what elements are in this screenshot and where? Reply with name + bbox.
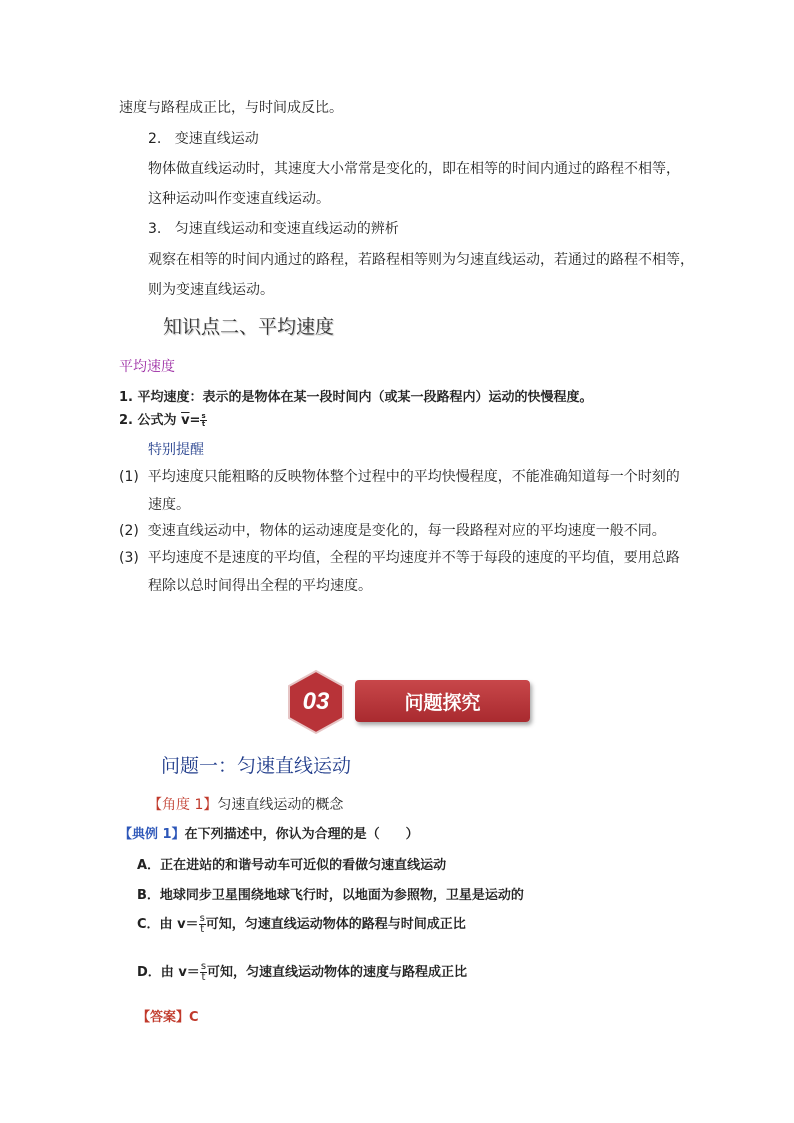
definition-1-number: 1. <box>119 390 133 405</box>
angle-1 <box>148 794 343 814</box>
example-1 <box>119 823 419 842</box>
special-reminder-label: 特别提醒 <box>148 442 204 458</box>
angle-1-text: 匀速直线运动的概念 <box>217 797 344 813</box>
option-d-pre: 由 v＝ <box>160 965 200 980</box>
definition-2-number: 2. <box>119 413 133 428</box>
intro-line: 速度与路程成正比，与时间成反比。 <box>119 100 343 116</box>
item2-heading <box>148 128 259 148</box>
note-3-line2: 程除以总时间得出全程的平均速度。 <box>148 578 372 594</box>
definition-2 <box>119 409 207 428</box>
item3-heading <box>148 218 399 238</box>
item3-title: 匀速直线运动和变速直线运动的辨析 <box>174 221 399 237</box>
option-b-letter: B． <box>137 888 160 903</box>
option-c-letter: C． <box>137 917 160 932</box>
note-1 <box>119 466 680 486</box>
option-d-numerator: s <box>200 961 207 972</box>
option-b-text: 地球同步卫星围绕地球飞行时，以地面为参照物，卫星是运动的 <box>159 888 524 903</box>
answer <box>137 1006 199 1025</box>
option-d-denominator: t <box>201 972 206 983</box>
option-d-post: 可知，匀速直线运动物体的速度与路程成正比 <box>207 965 468 980</box>
note-1-number: (1) <box>119 469 139 485</box>
definition-1 <box>119 386 593 405</box>
option-a-letter: A． <box>137 858 161 873</box>
option-c <box>137 913 466 935</box>
option-c-denominator: t <box>200 924 205 935</box>
note-1-line2: 速度。 <box>148 497 190 513</box>
problem-1-title: 问题一：匀速直线运动 <box>161 755 352 777</box>
note-2-number: (2) <box>119 523 139 539</box>
answer-label: 【答案】 <box>137 1010 190 1025</box>
item2-number: 2. <box>148 131 162 147</box>
formula-v: $\overline{v}$ <box>181 413 190 428</box>
note-3-number: (3) <box>119 550 139 566</box>
item3-number: 3. <box>148 221 162 237</box>
option-c-fraction <box>199 914 206 935</box>
section-title: 问题探究 <box>355 680 530 722</box>
formula-numerator: s <box>201 412 206 420</box>
option-d <box>137 961 467 983</box>
formula-fraction <box>200 413 206 428</box>
note-2-line1: 变速直线运动中，物体的运动速度是变化的，每一段路程对应的平均速度一般不同。 <box>147 523 666 539</box>
item3-line2: 则为变速直线运动。 <box>148 282 274 298</box>
definition-1-text: 平均速度：表示的是物体在某一段时间内（或某一段路程内）运动的快慢程度。 <box>137 390 593 405</box>
option-a-text: 正在进站的和谐号动车可近似的看做匀速直线运动 <box>160 858 447 873</box>
option-b <box>137 884 524 903</box>
average-speed-label: 平均速度 <box>119 359 175 375</box>
formula-equals: = <box>189 413 201 428</box>
item2-line2: 这种运动叫作变速直线运动。 <box>148 191 330 207</box>
knowledge-point-heading: 知识点二、平均速度 <box>163 316 335 338</box>
option-c-post: 可知，匀速直线运动物体的路程与时间成正比 <box>205 917 466 932</box>
option-c-pre: 由 v＝ <box>159 917 199 932</box>
option-a <box>137 854 446 873</box>
option-d-letter: D． <box>137 965 161 980</box>
item2-line1: 物体做直线运动时，其速度大小常常是变化的，即在相等的时间内通过的路程不相等， <box>148 161 680 177</box>
item2-title: 变速直线运动 <box>174 131 259 147</box>
section-number: 03 <box>302 688 330 715</box>
note-3-line1: 平均速度不是速度的平均值，全程的平均速度并不等于每段的速度的平均值，要用总路 <box>147 550 680 566</box>
item3-line1: 观察在相等的时间内通过的路程，若路程相等则为匀速直线运动，若通过的路程不相等， <box>148 252 694 268</box>
option-d-fraction <box>200 962 207 983</box>
note-2 <box>119 520 666 540</box>
note-3 <box>119 547 680 567</box>
formula-denominator: t <box>201 420 206 428</box>
example-1-label: 【典例 1】 <box>119 827 185 842</box>
option-c-numerator: s <box>199 913 205 924</box>
example-1-question: 在下列描述中，你认为合理的是（ ） <box>184 827 419 842</box>
angle-1-label: 【角度 1】 <box>148 797 218 813</box>
answer-value: C <box>189 1010 199 1025</box>
section-badge <box>283 669 533 735</box>
note-1-line1: 平均速度只能粗略的反映物体整个过程中的平均快慢程度，不能准确知道每一个时刻的 <box>147 469 680 485</box>
definition-2-text: 公式为 <box>137 413 177 428</box>
